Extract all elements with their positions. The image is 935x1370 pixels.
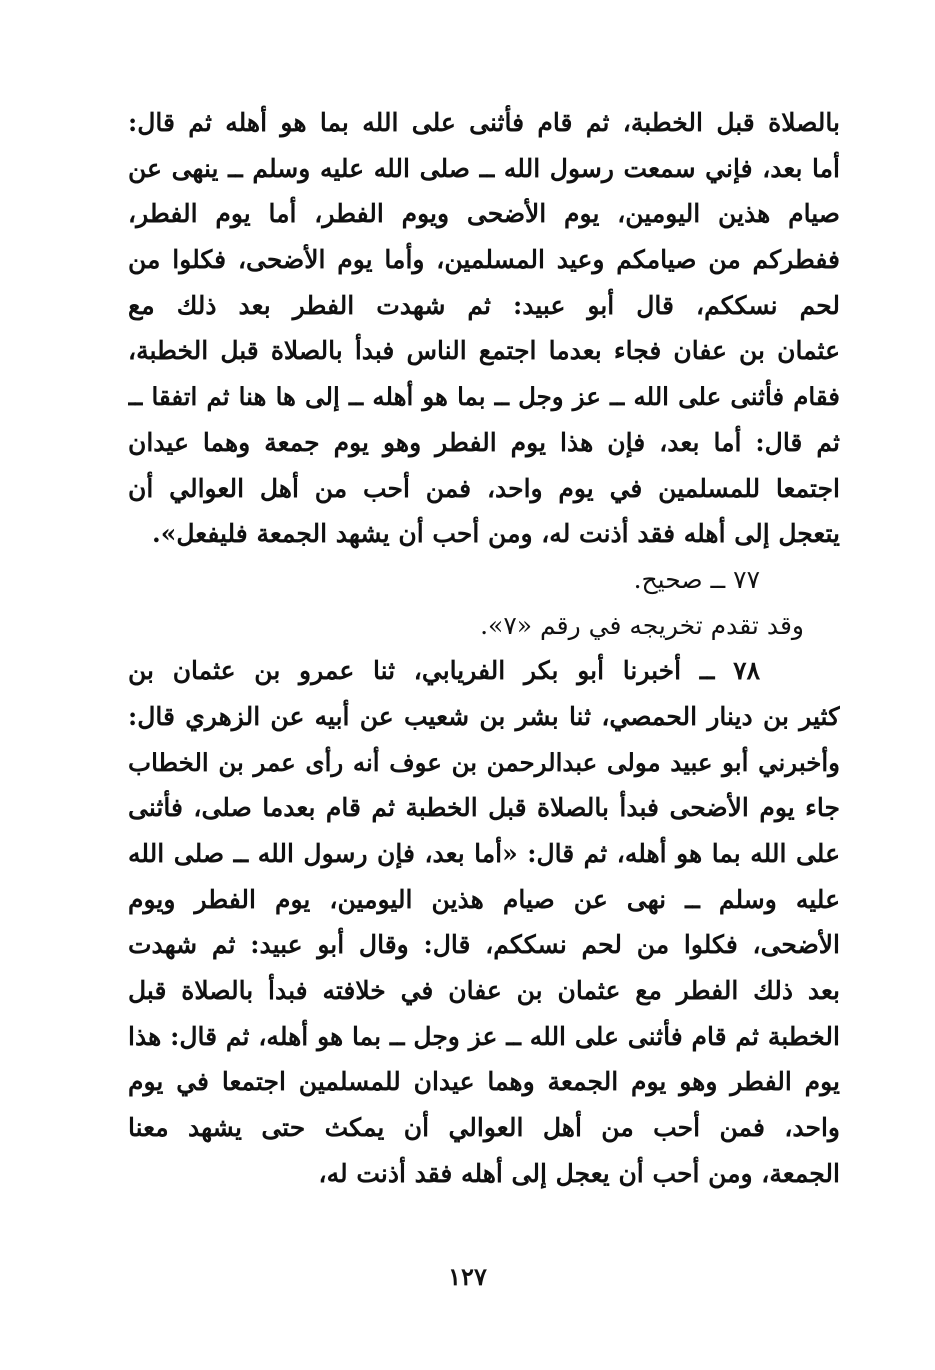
text-line: فقام فأثنى على الله ــ عز وجل ــ بما هو أهله ــ إلى ها هنا ثم اتفقا ــ bbox=[128, 382, 840, 412]
text-line: أما بعد، فإني سمعت رسول الله ــ صلى الله عليه وسلم ــ ينهى عن bbox=[128, 153, 840, 183]
text-line: الأضحى، فكلوا من لحم نسككم، قال: وقال أبو عبيد: ثم شهدت bbox=[128, 930, 840, 960]
page-body-text bbox=[128, 100, 840, 1197]
text-line: بالصلاة قبل الخطبة، ثم قام فأثنى على الله بما هو أهله ثم قال: bbox=[128, 108, 840, 137]
text-line: عليه وسلم ــ نهى عن صيام هذين اليومين، يوم الفطر ويوم bbox=[128, 884, 840, 914]
text-line: اجتمعا للمسلمين في يوم واحد، فمن أحب من أهل العوالي أن bbox=[128, 473, 840, 503]
page-number: ١٢٧ bbox=[448, 1262, 487, 1291]
text-line: وأخبرني أبو عبيد مولى عبدالرحمن بن عوف أنه رأى عمر بن الخطاب bbox=[128, 747, 840, 777]
cross-reference-line: وقد تقدم تخريجه في رقم «٧». bbox=[480, 610, 804, 640]
text-line: جاء يوم الأضحى فبدأ بالصلاة قبل الخطبة ثم قام بعدما صلى، فأثنى bbox=[128, 793, 840, 823]
hadith-78-first-line: ٧٨ ــ أخبرنا أبو بكر الفريابي، ثنا عمرو بن عثمان بن bbox=[128, 656, 760, 686]
text-line: يوم الفطر وهو يوم الجمعة وهما عيدان للمسلمين اجتمعا في يوم bbox=[128, 1067, 840, 1097]
hadith-grade-line: ٧٧ ــ صحيح. bbox=[633, 564, 760, 594]
text-line: يتعجل إلى أهله فقد أذنت له، ومن أحب أن يشهد الجمعة فليفعل». bbox=[152, 519, 840, 549]
text-line: بعد ذلك الفطر مع عثمان بن عفان في خلافته فبدأ بالصلاة قبل bbox=[128, 976, 840, 1006]
text-line: على الله بما هو أهله، ثم قال: «أما بعد، فإن رسول الله ــ صلى الله bbox=[128, 839, 840, 868]
text-line: كثير بن دينار الحمصي، ثنا بشر بن شعيب عن أبيه عن الزهري قال: bbox=[128, 701, 840, 731]
text-line: ثم قال: أما بعد، فإن هذا يوم الفطر وهو يوم جمعة وهما عيدان bbox=[128, 427, 840, 457]
text-line: ففطركم من صيامكم وعيد المسلمين، وأما يوم الأضحى، فكلوا من bbox=[128, 245, 840, 275]
text-line: لحم نسككم، قال أبو عبيد: ثم شهدت الفطر بعد ذلك مع bbox=[128, 290, 840, 320]
text-line: واحد، فمن أحب من أهل العوالي أن يمكث حتى يشهد معنا bbox=[128, 1113, 840, 1143]
text-line: عثمان بن عفان فجاء بعدما اجتمع الناس فبدأ بالصلاة قبل الخطبة، bbox=[128, 336, 840, 366]
text-line: صيام هذين اليومين، يوم الأضحى ويوم الفطر، أما يوم الفطر، bbox=[128, 199, 840, 229]
text-line: الجمعة، ومن أحب أن يعجل إلى أهله فقد أذنت له، bbox=[318, 1158, 840, 1188]
text-line: الخطبة ثم قام فأثنى على الله ــ عز وجل ــ بما هو أهله، ثم قال: هذا bbox=[128, 1021, 840, 1051]
